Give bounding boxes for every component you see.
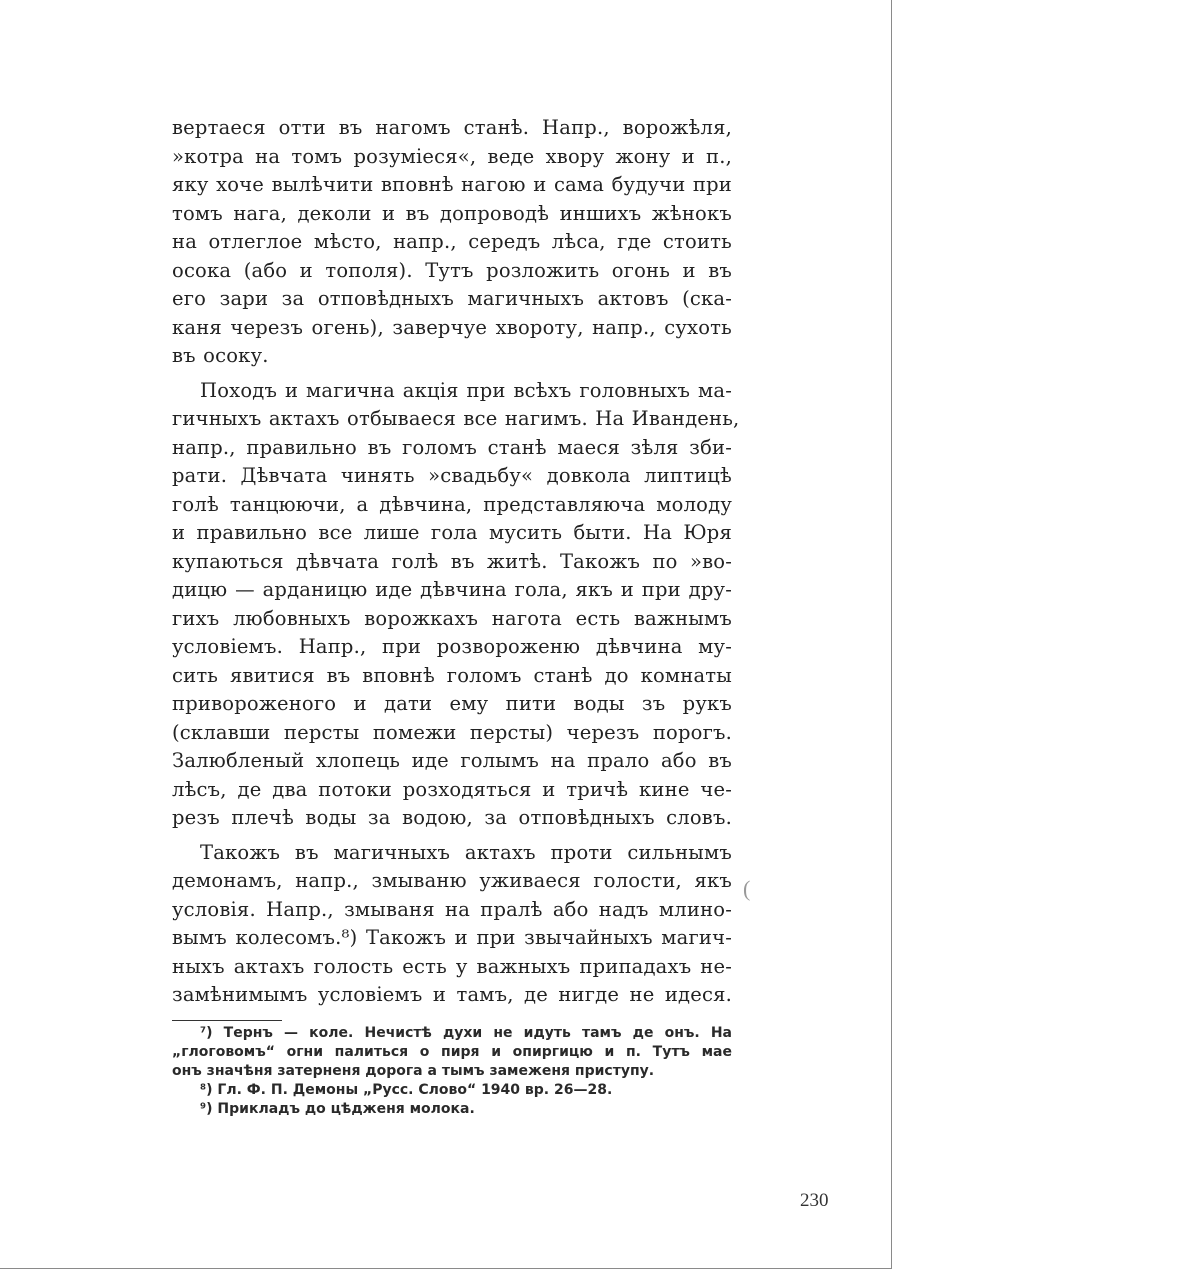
text-line: и правильно все лише гола мусить быти. На Юря [172,521,732,544]
text-line: Такожъ въ магичныхъ актахъ проти сильнымъ [200,840,732,864]
text-line: (склавши персты помежи персты) черезъ порогъ. [172,720,732,744]
text-line: голѣ танцюючи, а дѣвчина, представляюча молоду [172,492,732,516]
text-line: гихъ любовныхъ ворожкахъ нагота есть важнымъ [172,606,732,630]
text-line: томъ нага, деколи и въ допроводѣ иншихъ жѣнокъ [172,201,732,225]
text-line: купаються дѣвчата голѣ въ житѣ. Такожъ по »во- [172,549,732,573]
text-line: резъ плечѣ воды за водою, за отповѣдныхъ словъ. [172,806,732,829]
footnote-line: ⁸) Гл. Ф. П. Демоны „Русс. Слово“ 1940 вр. 26—28. [200,1082,613,1098]
text-line: замѣнимымъ условiемъ и тамъ, де нигде не идеся. [172,983,732,1006]
text-line: Залюбленый хлопець иде голымъ на прало або въ [172,749,732,772]
footnote-line: ⁹) Прикладъ до цѣдженя молока. [200,1101,475,1117]
text-line: каня черезъ огень), заверчуе хвороту, напр., сухоть [172,315,732,339]
text-line: привороженого и дати ему пити воды зъ рукъ [172,692,732,715]
text-line: напр., правильно въ голомъ станѣ маеся зѣля зби- [172,435,732,459]
text-line: на отлеглое мѣсто, напр., середъ лѣса, где стоить [172,230,732,253]
text-line: лѣсъ, де два потоки розходяться и тричѣ кине че- [172,777,732,801]
text-line: ныхъ актахъ голость есть у важныхъ припадахъ не- [172,954,732,978]
text-line: демонамъ, напр., змываню уживаеся голости, якъ [172,869,732,892]
footnote-line: ⁷) Тернъ — коле. Нечистѣ духи не идуть тамъ де онъ. На [200,1025,732,1041]
text-line: его зари за отповѣдныхъ магичныхъ актовъ (ска- [172,287,732,310]
text-line: яку хоче вылѣчити вповнѣ нагою и сама будучи при [172,173,732,196]
footnote-line: онъ значѣня затерненя дорога а тымъ замеженя приступу. [172,1063,655,1079]
paragraph [172,377,740,833]
text-line: въ осоку. [172,344,269,367]
footnote-line: „глоговомъ“ огни палиться о пиря и опиргицю и п. Тутъ мае [172,1044,732,1060]
paragraph [172,839,732,1010]
text-line: условiемъ. Напр., при розвороженю дѣвчина му- [172,635,732,658]
footnote [172,1100,732,1119]
text-line: Походъ и магична акцiя при всѣхъ головныхъ ма- [200,378,732,402]
margin-bracket-mark: ( [743,876,751,901]
page-number: 230 [800,1190,829,1211]
footnote [172,1024,732,1081]
footnotes [172,1024,732,1119]
text-line: вертаеся отти въ нагомъ станѣ. Напр., ворожѣля, [172,116,732,139]
footnote [172,1081,732,1100]
body-text [172,114,740,1010]
text-line: дицю — арданицю иде дѣвчина гола, якъ и при дру- [172,578,732,601]
text-line: осока (або и тополя). Тутъ розложить огонь и въ [172,258,732,282]
text-line: условiя. Напр., змываня на пралѣ або надъ млино- [172,897,732,921]
text-line: рати. Дѣвчата чинять »свадьбу« довкола липтицѣ [172,464,732,487]
text-line: вымъ колесомъ.⁸) Такожъ и при звычайныхъ магич- [172,926,732,949]
text-line: »котра на томъ розумiеся«, веде хвору жону и п., [172,144,732,168]
text-line: гичныхъ актахъ отбываеся все нагимъ. На Ивандень, [172,407,740,430]
text-line: сить явитися въ вповнѣ голомъ станѣ до комнаты [172,663,732,687]
paragraph [172,114,732,371]
footnote-divider [172,1020,282,1021]
